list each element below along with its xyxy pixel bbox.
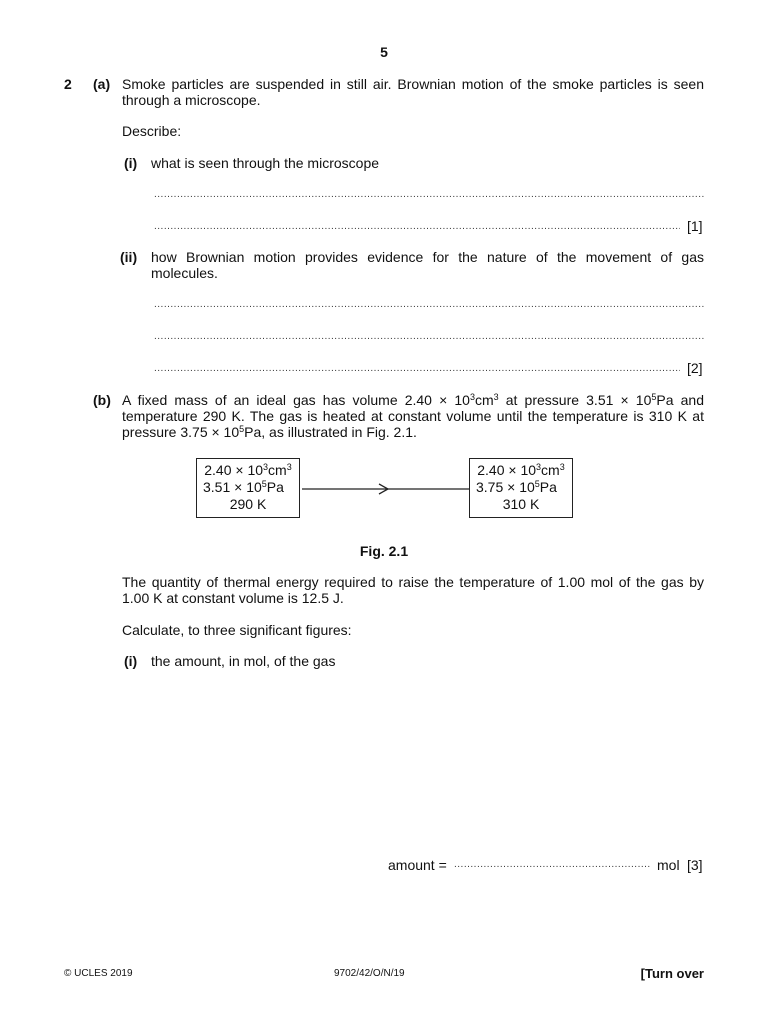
part-a-label: (a) [93,76,111,92]
answer-line[interactable] [454,860,650,870]
part-a-i-text: what is seen through the microscope [151,155,380,171]
answer-unit: mol [657,857,680,873]
initial-state-box [196,458,300,518]
process-arrow [300,480,472,500]
mark-allocation: [3] [687,857,703,873]
initial-pressure: $3.51 \times 10^5Pa$ [203,479,284,495]
initial-volume: $2.40 \times 10^3cm^3$ [204,462,292,478]
paper-code: 9702/42/O/N/19 [334,968,405,979]
part-b-i-text: the amount, in mol, of the gas [151,653,336,669]
question-number: 2 [64,76,72,92]
part-b-i-label: (i) [124,653,138,669]
mark-allocation: [1] [687,218,703,234]
answer-line[interactable] [154,190,704,200]
answer-line[interactable] [154,364,680,374]
copyright: © UCLES 2019 [64,968,133,979]
turn-over: [Turn over [640,966,704,981]
answer-line[interactable] [154,332,704,342]
part-b-label: (b) [93,392,111,408]
answer-line[interactable] [154,300,704,310]
final-pressure: $3.75 \times 10^5Pa$ [476,479,557,495]
mark-allocation: [2] [687,360,703,376]
answer-label: amount = [388,857,447,873]
page-number: 5 [380,44,388,60]
final-temperature: 310 K [502,496,540,512]
part-a-intro: Smoke particles are suspended in still air. Brownian motion of the smoke particles is seen through a microscope. [122,76,704,108]
answer-line[interactable] [154,222,680,232]
initial-temperature: 290 K [229,496,267,512]
thermal-energy-text: The quantity of thermal energy required to raise the temperature of 1.00 mol of the gas by 1.00 K at constant volume is 12.5 J. [122,574,704,606]
figure-caption: Fig. 2.1 [359,543,409,559]
final-volume: $2.40 \times 10^3cm^3$ [477,462,565,478]
calculate-prompt: Calculate, to three significant figures: [122,622,352,638]
part-a-ii-text: how Brownian motion provides evidence for the nature of the movement of gas molecules. [151,249,704,281]
part-b-intro: A fixed mass of an ideal gas has volume $2.40 \times 10^3cm^3$ at pressure $3.51 \times 10^5Pa$ and temperature 290 K. The gas is heated at constant volume until the temperature is 310 K at pressure $3.75 \times 10^5Pa$, as illustrated in Fig. 2.1. [122,392,704,440]
final-state-box [469,458,573,518]
part-a-i-label: (i) [124,155,138,171]
describe-prompt: Describe: [122,123,182,139]
part-a-ii-label: (ii) [120,249,138,265]
